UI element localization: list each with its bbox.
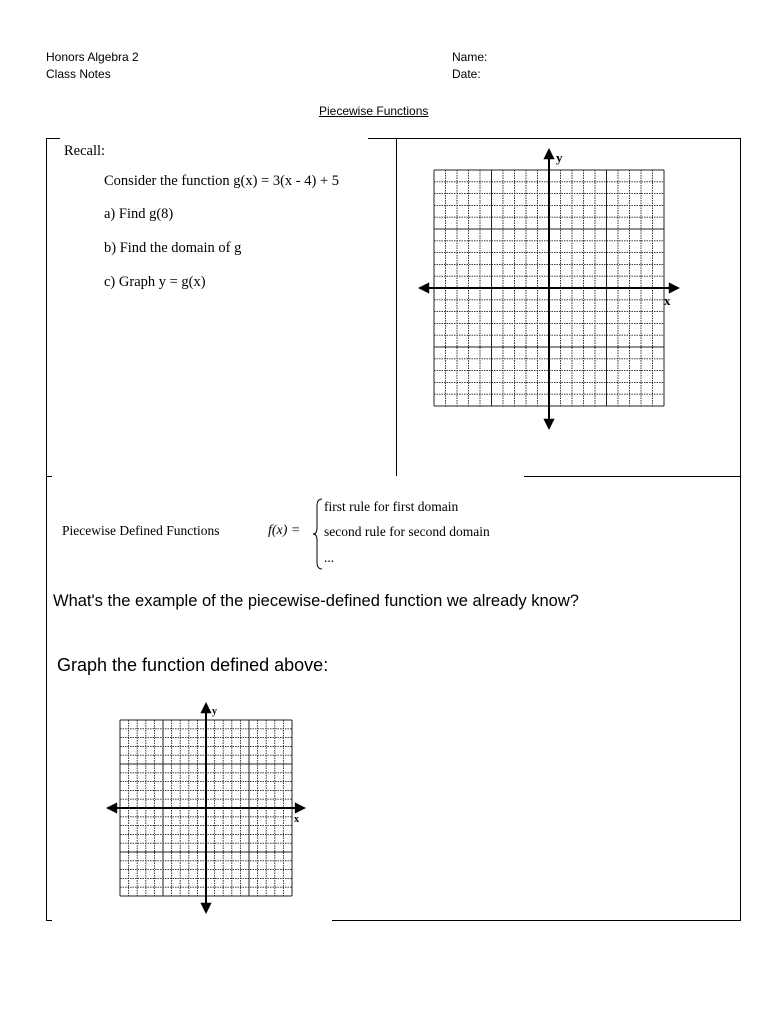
function-notation: f(x) = (268, 523, 301, 538)
rule-first: first rule for first domain (324, 499, 459, 514)
x-axis-label: x (294, 814, 299, 825)
x-axis-arrow-right (669, 282, 680, 293)
class-notes-label: Class Notes (46, 67, 111, 81)
rule-ellipsis: ... (324, 550, 335, 565)
definition-label: Piecewise Defined Functions (62, 523, 220, 538)
rule-second: second rule for second domain (324, 524, 490, 539)
y-axis-label: y (212, 706, 217, 717)
coordinate-grid-large (414, 146, 684, 432)
x-axis-arrow-left (106, 802, 117, 813)
coordinate-grid-small (104, 700, 308, 916)
x-axis-label: x (664, 293, 671, 308)
graph-prompt: Graph the function defined above: (57, 655, 329, 675)
y-axis-arrow-up (200, 702, 211, 713)
recall-heading: Recall: (64, 143, 106, 159)
x-axis-arrow-left (418, 282, 429, 293)
y-axis-arrow-up (543, 148, 554, 159)
question-text: What's the example of the piecewise-defined function we already know? (53, 592, 579, 610)
y-axis-arrow-down (200, 903, 211, 914)
left-brace (312, 498, 324, 570)
recall-part-a: a) Find g(8) (104, 206, 174, 222)
page-title: Piecewise Functions (319, 104, 429, 118)
name-label: Name: (452, 50, 488, 64)
course-name: Honors Algebra 2 (46, 50, 139, 64)
x-axis-arrow-right (295, 802, 306, 813)
recall-part-c: c) Graph y = g(x) (104, 274, 206, 290)
y-axis-arrow-down (543, 419, 554, 430)
recall-part-b: b) Find the domain of g (104, 240, 242, 256)
date-label: Date: (452, 67, 481, 81)
y-axis-label: y (556, 150, 563, 165)
recall-prompt: Consider the function g(x) = 3(x - 4) + 5 (104, 173, 340, 189)
